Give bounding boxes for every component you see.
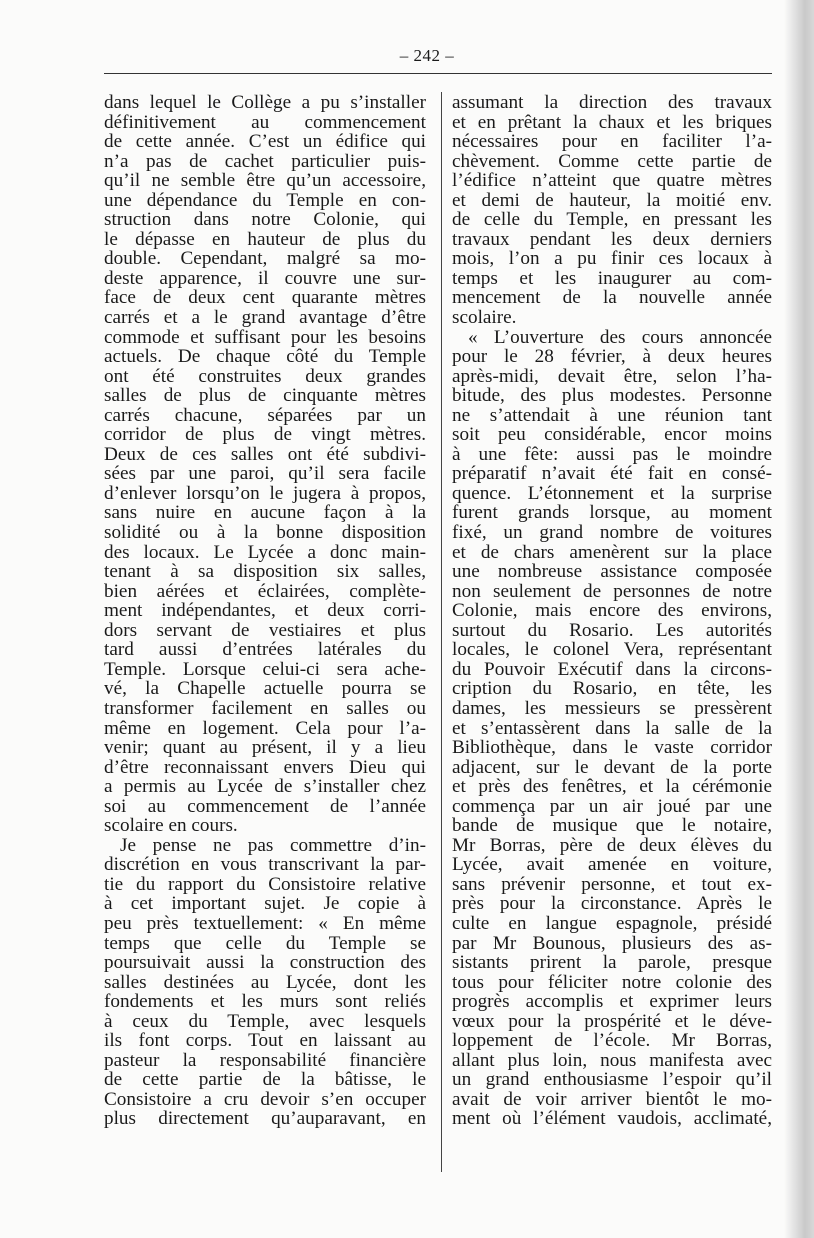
text-line: progrès accomplis et exprimer leurs: [452, 991, 772, 1013]
text-line: après-midi, devait être, selon l’ha-: [452, 365, 772, 387]
text-line: peu près textuellement: « En même: [104, 912, 426, 934]
text-line: chèvement. Comme cette partie de: [452, 150, 772, 172]
text-line: Deux de ces salles ont été subdivi-: [104, 443, 426, 465]
left-column: [104, 93, 426, 1129]
text-line: carrés et a le grand avantage d’être: [104, 307, 426, 329]
text-line: vœux pour la prospérité et le déve-: [452, 1010, 772, 1032]
text-line: de cette année. C’est un édifice qui: [104, 131, 426, 153]
text-line: surtout du Rosario. Les autorités: [452, 619, 772, 641]
text-line: de celle du Temple, en pressant les: [452, 209, 772, 231]
text-line: pasteur la responsabilité financière: [104, 1049, 426, 1071]
text-line: fondements et les murs sont reliés: [104, 991, 426, 1013]
text-line: à cet important sujet. Je copie à: [104, 893, 426, 915]
text-line: et en prêtant la chaux et les briques: [452, 111, 772, 133]
page-edge-shadow: [784, 0, 814, 1238]
text-line: Je pense ne pas commettre d’in-: [120, 834, 426, 856]
text-line: cription du Rosario, en tête, les: [452, 678, 772, 700]
text-line: Lycée, avait amenée en voiture,: [452, 854, 772, 876]
text-line: sistants prirent la parole, presque: [452, 952, 772, 974]
right-column: [452, 93, 772, 1129]
text-line: tous pour féliciter notre colonie des: [452, 971, 772, 993]
text-line: travaux pendant les deux derniers: [452, 228, 772, 250]
text-line: corridor de plus de vingt mètres.: [104, 424, 426, 446]
text-line: a permis au Lycée de s’installer chez: [104, 776, 426, 798]
text-line: ont été construites deux grandes: [104, 365, 426, 387]
text-line: carrés chacune, séparées par un: [104, 404, 426, 426]
text-line: culte en langue espagnole, présidé: [452, 912, 772, 934]
text-line: près pour la circonstance. Après le: [452, 893, 772, 915]
text-line: et près des fenêtres, et la cérémonie: [452, 776, 772, 798]
text-line: l’édifice n’atteint que quatre mètres: [452, 170, 772, 192]
text-line: sées par une paroi, qu’il sera facile: [104, 463, 426, 485]
page-number: – 242 –: [399, 46, 455, 65]
text-line: assumant la direction des travaux: [452, 92, 772, 113]
text-line: préparatif n’avait été fait en consé-: [452, 463, 772, 485]
text-line: plus directement qu’auparavant, en: [104, 1108, 426, 1130]
text-line: salles destinées au Lycée, dont les: [104, 971, 426, 993]
text-line: et s’entassèrent dans la salle de la: [452, 717, 772, 739]
text-line: allant plus loin, nous manifesta avec: [452, 1049, 772, 1071]
text-line: ne s’attendait à une réunion tant: [452, 404, 772, 426]
text-line: scolaire en cours.: [104, 815, 238, 837]
text-line: pour le 28 février, à deux heures: [452, 346, 772, 368]
text-line: à ceux du Temple, avec lesquels: [104, 1010, 426, 1032]
text-line: discrétion en vous transcrivant la par-: [104, 854, 426, 876]
text-line: salles de plus de cinquante mètres: [104, 385, 426, 407]
text-line: transformer facilement en salles ou: [104, 697, 426, 719]
text-line: deste apparence, il couvre une sur-: [104, 267, 426, 289]
text-line: locales, le colonel Vera, représentant: [452, 639, 772, 661]
text-line: des locaux. Le Lycée a donc main-: [104, 541, 426, 563]
text-line: qu’il ne semble être qu’un accessoire,: [104, 170, 426, 192]
text-line: et demi de hauteur, la moitié env.: [452, 189, 772, 211]
text-line: une dépendance du Temple en con-: [104, 189, 426, 211]
text-line: Colonie, mais encore des environs,: [452, 600, 772, 622]
text-line: tie du rapport du Consistoire relative: [104, 873, 426, 895]
text-line: fixé, un grand nombre de voitures: [452, 522, 772, 544]
text-line: soit peu considérable, encor moins: [452, 424, 772, 446]
text-line: d’être reconnaissant envers Dieu qui: [104, 756, 426, 778]
text-line: dames, les messieurs se pressèrent: [452, 697, 772, 719]
text-line: « L’ouverture des cours annoncée: [468, 326, 772, 348]
text-line: tenant à sa disposition six salles,: [104, 561, 426, 583]
text-line: mencement de la nouvelle année: [452, 287, 772, 309]
text-line: ment où l’élément vaudois, acclimaté,: [452, 1108, 772, 1130]
text-line: venir; quant au présent, il y a lieu: [104, 737, 426, 759]
text-line: bande de musique que le notaire,: [452, 815, 772, 837]
text-line: nécessaires pour en faciliter l’a-: [452, 131, 772, 153]
text-line: commode et suffisant pour les besoins: [104, 326, 426, 348]
text-line: adjacent, sur le devant de la porte: [452, 756, 772, 778]
text-line: un grand enthousiasme l’espoir qu’il: [452, 1069, 772, 1091]
text-line: non seulement de personnes de notre: [452, 580, 772, 602]
header-rule: [104, 73, 772, 74]
text-line: ils font corps. Tout en laissant au: [104, 1030, 426, 1052]
text-line: Bibliothèque, dans le vaste corridor: [452, 737, 772, 759]
text-line: actuels. De chaque côté du Temple: [104, 346, 426, 368]
text-line: face de deux cent quarante mètres: [104, 287, 426, 309]
text-line: Consistoire a cru devoir s’en occuper: [104, 1088, 426, 1110]
text-line: ment indépendantes, et deux corri-: [104, 600, 426, 622]
text-line: furent grands lorsque, au moment: [452, 502, 772, 524]
text-line: le dépasse en hauteur de plus du: [104, 228, 426, 250]
text-line: commença par un air joué par une: [452, 795, 772, 817]
text-line: dors servant de vestiaires et plus: [104, 619, 426, 641]
text-line: Mr Borras, père de deux élèves du: [452, 834, 772, 856]
text-line: struction dans notre Colonie, qui: [104, 209, 426, 231]
text-line: sans nuire en aucune façon à la: [104, 502, 426, 524]
text-line: une nombreuse assistance composée: [452, 561, 772, 583]
text-line: solidité ou à la bonne disposition: [104, 522, 426, 544]
text-line: par Mr Bounous, plusieurs des as-: [452, 932, 772, 954]
text-line: loppement de l’école. Mr Borras,: [452, 1030, 772, 1052]
text-line: définitivement au commencement: [104, 111, 426, 133]
text-line: n’a pas de cachet particulier puis-: [104, 150, 426, 172]
text-line: dans lequel le Collège a pu s’installer: [104, 92, 426, 113]
text-line: poursuivait aussi la construction des: [104, 952, 426, 974]
text-line: avait de voir arriver bientôt le mo-: [452, 1088, 772, 1110]
text-line: scolaire.: [452, 307, 517, 329]
text-line: et de chars amenèrent sur la place: [452, 541, 772, 563]
text-line: du Pouvoir Exécutif dans la circons-: [452, 658, 772, 680]
text-line: Temple. Lorsque celui-ci sera ache-: [104, 658, 426, 680]
text-line: bitude, des plus modestes. Personne: [452, 385, 772, 407]
text-line: mois, l’on a pu finir ces locaux à: [452, 248, 772, 270]
text-line: tard aussi d’entrées latérales du: [104, 639, 426, 661]
text-line: temps et les inaugurer au com-: [452, 267, 772, 289]
text-line: temps que celle du Temple se: [104, 932, 426, 954]
text-line: bien aérées et éclairées, complète-: [104, 580, 426, 602]
text-line: de cette partie de la bâtisse, le: [104, 1069, 426, 1091]
text-line: même en logement. Cela pour l’a-: [104, 717, 426, 739]
text-line: vé, la Chapelle actuelle pourra se: [104, 678, 426, 700]
text-line: sans prévenir personne, et tout ex-: [452, 873, 772, 895]
text-line: d’enlever lorsqu’on le jugera à propos,: [104, 482, 426, 504]
text-line: quence. L’étonnement et la surprise: [452, 482, 772, 504]
text-line: double. Cependant, malgré sa mo-: [104, 248, 426, 270]
text-line: soi au commencement de l’année: [104, 795, 426, 817]
text-line: à une fête: aussi pas le moindre: [452, 443, 772, 465]
column-divider: [441, 92, 442, 1172]
